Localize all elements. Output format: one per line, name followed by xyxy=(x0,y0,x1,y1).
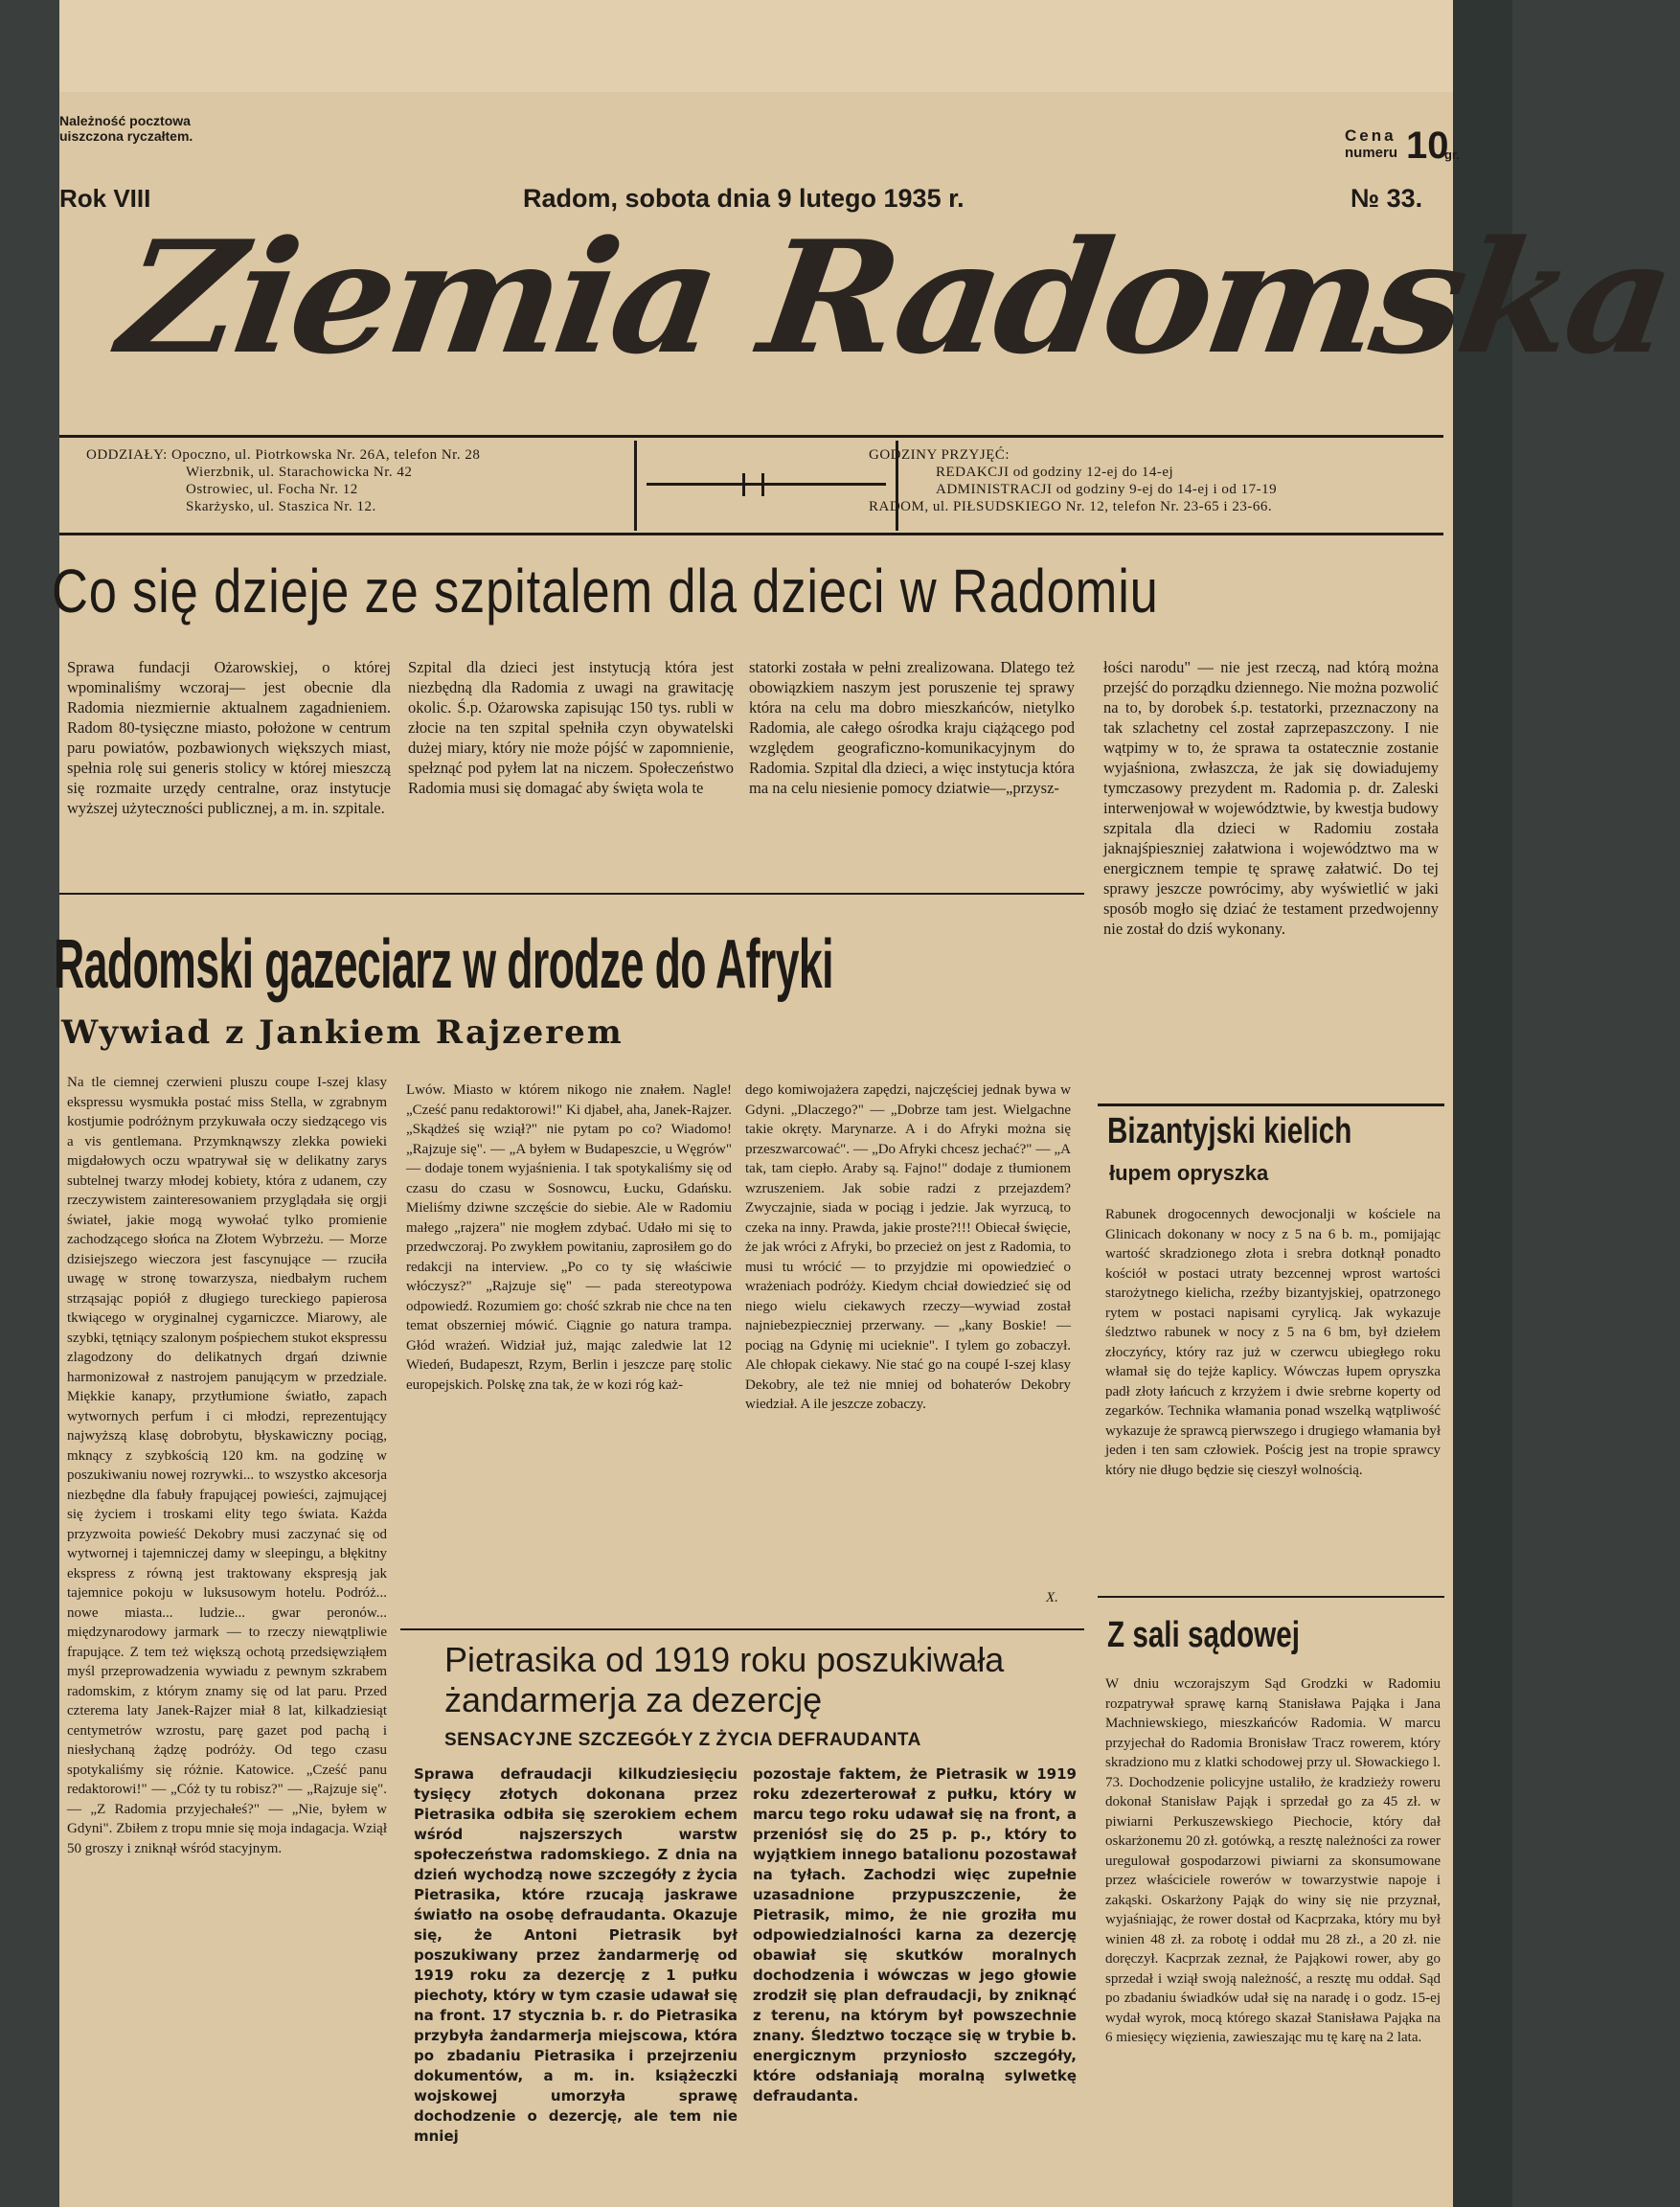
price-value: 10 xyxy=(1406,125,1449,167)
page-top-margin xyxy=(59,0,1512,92)
hours-line: RADOM, ul. PIŁSUDSKIEGO Nr. 12, telefon Nr. 23-65 i 23-66. xyxy=(869,499,1273,514)
newspaper-title: Ziemia Radomska xyxy=(110,207,1680,389)
dateline: Radom, sobota dnia 9 lutego 1935 r. xyxy=(523,184,965,213)
hours-line: ADMINISTRACJI od godziny 9-ej do 14-ej i od 17-19 xyxy=(936,482,1278,497)
article2-column-3: dego komiwojażera zapędzi, najczęściej jednak bywa w Gdyni. „Dlaczego?" — „Dobrze tam jest. Wielgachne takie okręty. Marynarze. A i do Afryki można się przeszwarcować". — „Do Afryki chcesz jechać?" — „A tak, tam ciepło. Araby są. Fajno!" dodaje z tłumionem wzruszeniem. Jak sobie radzi z przejazdem? Zwyczajnie, siada w pociąg i jedzie. Jak wyrzucą, to czeka na inny. Prawda, jakie proste?!!! Obiecał święcie, że jak wróci z Afryki, bo przecież on jest z Radomia, to musi tu wrócić — to przyjdzie mi opowiedzieć o wrażeniach podróży. Kiedym chciał dowiedzieć się od niego wielu ciekawych rzeczy—wywiad został najniebezpieczniej przerwany. — „kany Boskie! — pociąg na Gdynię mi ucieknie". I tylem go zobaczył. Ale chłopak ciekawy. Nie stać go na coupé I-szej klasy Dekobry, ale też nie mniej od bohaterów Dekobry wiedział. A ile jeszcze zobaczy. xyxy=(745,1082,1071,1412)
volume-number: Rok VIII xyxy=(59,184,151,213)
article2-signature: X. xyxy=(1046,1590,1058,1605)
article1-column-2: Szpital dla dzieci jest instytucją która jest niezbędną dla Radomia z uwagi na grawitację okolic. Ś.p. Ożarowska zapisując 150 tys. rubli w złocie na ten szpital spełniła czyn obywatelski dużej miary, który nie może pójść w zapomnienie, spełznąć pod pyłem lat na niczem. Społeczeństwo Radomia musi się domagać aby święta wola te xyxy=(408,658,734,797)
price-unit: gr. xyxy=(1444,148,1460,162)
article3-headline: Bizantyjski kielich xyxy=(1107,1111,1352,1151)
hours-line: GODZINY PRZYJĘĆ: xyxy=(869,447,1010,463)
article2-headline: Radomski gazeciarz w drodze do Afryki xyxy=(54,926,833,1003)
article3-body: Rabunek drogocennych dewocjonalji w kościele na Glinicach dokonany w nocy z 5 na 6 b. m., pomijając wartość skradzionego złota i srebra dotknął ponadto kościół w postaci utraty bezcennej wprost wartości starożytnego kielicha, rzeźby bizantyjskiej, opatrzonego rytem w postaci napisami cyrylicą. Jak wykazuje śledztwo rabunek w nocy z 5 na 6 bm, był dziełem złoczyńcy, który raz już w czerwcu ubiegłego roku włamał się do tejże kaplicy. Wówczas łupem opryszka padł złoty łańcuch z krzyżem i dwie srebrne koperty od zegarków. Technika włamania ponad wszelką wątpliwość wykazuje że sprawcą pierwszego i drugiego włamania był jeden i ten sam człowiek. Pościg jest na tropie sprawcy który nie długo będzie się cieszył wolnością. xyxy=(1105,1207,1441,1478)
postal-note xyxy=(59,113,251,144)
hours-info xyxy=(869,446,1443,515)
branch-line: Wierzbnik, ul. Starachowicka Nr. 42 xyxy=(186,465,413,480)
postal-note-line-1: Należność pocztowa xyxy=(59,113,191,128)
article3-top-rule xyxy=(1098,1104,1444,1106)
info-top-rule xyxy=(59,435,1443,438)
info-bottom-rule xyxy=(59,533,1443,535)
article1-headline: Co się dzieje ze szpitalem dla dzieci w Radomiu xyxy=(52,557,1159,626)
article4-headline-line-2: żandarmerja za dezercję xyxy=(444,1680,823,1719)
article3-bottom-rule xyxy=(1098,1596,1444,1598)
article1-column-3: statorki została w pełni zrealizowana. Dlatego też obowiązkiem naszym jest poruszenie tej sprawy która na celu ma dobro mieszkańców, nietylko Radomia, ale całego ośrodka kraju ciążącego pod względem geograficzno-komunikacyjnym do Radomia. Szpital dla dzieci, a więc instytucja która ma na celu niesienie pomocy dziatwie—„przysz- xyxy=(749,658,1075,797)
article1-column-1: Sprawa fundacji Ożarowskiej, o której wpominaliśmy wczoraj— jest obecnie dla Radomia niezmiernie aktualnem zagadnieniem. Radom 80-tysięczne miasto, położone w centrum paru powiatów, pozbawionych większych miast, spełnia rolę sui generis stolicy w której mieszczą się rozmaite urzędy centralne, oraz instytucje wyższej użyteczności publicznej, a m. in. szpitale. xyxy=(67,658,391,817)
divider-tick xyxy=(742,473,745,496)
article4-subhead: SENSACYJNE SZCZEGÓŁY Z ŻYCIA DEFRAUDANTA xyxy=(444,1730,921,1750)
branch-line: ODDZIAŁY: Opoczno, ul. Piotrkowska Nr. 26A, telefon Nr. 28 xyxy=(86,447,481,463)
hours-line: REDAKCJI od godziny 12-ej do 14-ej xyxy=(936,465,1174,480)
price-label-2: numeru xyxy=(1345,145,1398,161)
price-box xyxy=(1295,125,1460,184)
article2-bottom-rule xyxy=(400,1628,1084,1630)
newspaper-page xyxy=(52,92,1680,2207)
article2-column-1: Na tle ciemnej czerwieni pluszu coupe I-szej klasy ekspressu wysmukła postać miss Stella, w zgrabnym kostjumie podróżnym przykuwała oczy siedzącego vis a vis gentlemana. Przymknąwszy zlekka powieki migdałowych oczu wpatrywał się w delikatny zarys subtelnej twarzy młodej kobiety, która z udanem, czy rzeczywistem zainteresowaniem przyglądała się orgji świateł, jakie mogą wywołać tylko promienie zachodzącego słońca na Złotem Wybrzeżu. — Morze dzisiejszego wieczora jest fascynujące — rzuciła uwagę w stronę towarzysza, niedbałym ruchem strząsając popiół z długiego tureckiego papierosa tkwiącego w oryginalnej cygarniczce. Miarowy, ale szybki, tętniący szalonym pośpiechem stukot ekspressu zlagodzony do delikatnych drgań dziwnie harmonizował z nastrojem panującym w przedziale. Miękkie kanapy, przytłumione światło, zapach wytwornych perfum i ci młodzi, reprezentujący najwyższą klasę dobrobytu, błyskawiczny pociąg, mknący z szybkością 120 km. na godzinę w poszukiwaniu nowej rozrywki... to wszystko akcesorja niezbędne dla fabuły frapującej powieści, zajmującej się życiem i troskami elity tego świata. Każda przyzwoita powieść Dekobry musi zaczynać się od wytwornej i tajemniczej damy w sleepingu, a błękitny ekspress z równą jest traktowany ekspresją jak tajemnice pokoju w luksusowym hotelu. Podróż... nowe miasta... ludzie... gwar peronów... międzynarodowy jarmark — to rzeczy niewątpliwie frapujące. Z tem też większą ochotą przedsięwziąłem myśl przeprowadzenia wywiadu z pewnym szkrabem radomskim, z którym znamy się od lat paru. Przed czterema laty Janek-Rajzer miał 8 lat, kilkadziesiąt centymetrów wzrostu, parę gazet pod pachą i niesłychaną żądzę podróży. Od tego czasu spotykaliśmy się różnie. Katowice. „Cześć panu redaktorowi!" — „Cóż ty tu robisz?" — „Rajzuje się". — „Z Radomia przyjechałeś?" — „Nie, byłem w Gdyni". Zbiłem z tropu mnie się moja indagacja. Wziął 50 groszy i zniknął wśród stacyjnym. xyxy=(67,1075,387,1856)
article4-headline-line-1: Pietrasika od 1919 roku poszukiwała xyxy=(444,1640,1005,1679)
info-divider-box xyxy=(634,441,898,531)
article2-subhead: Wywiad z Jankiem Rajzerem xyxy=(61,1013,624,1052)
article4-column-1: Sprawa defraudacji kilkudziesięciu tysięcy złotych dokonana przez Pietrasika odbiła się szerokiem echem wśród najszerszych warstw społeczeństwa radomskiego. Z dnia na dzień wychodzą nowe szczegóły z życia Pietrasika, które rzucają jaskrawe światło na osobę defraudanta. Okazuje się, że Antoni Pietrasik był poszukiwany przez żandarmerję od 1919 roku za dezercję z 1 pułku piechoty, który w tym czasie udawał się na front. 17 stycznia b. r. do Pietrasika przybyła żandarmerja miejscowa, która po zbadaniu Pietrasika i przejrzeniu dokumentów, a m. in. książeczki wojskowej umorzyła sprawę dochodzenie o dezercję, ale tem nie mniej xyxy=(414,1765,738,2145)
article5-body: W dniu wczorajszym Sąd Grodzki w Radomiu rozpatrywał sprawę karną Stanisława Pająka i Jana Machniewskiego, mieszkańców Radomia. W marcu przyjechał do Radomia Bronisław Tracz rowerem, który skradziono mu z klatki schodowej przy ul. Słowackiego l. 73. Dochodzenie policyjne ustaliło, że kradzieży roweru dokonał Stanisław Pająk i sprzedał go za 45 zł. w piwiarni Perkuszewskiego Piechocie, który dał oskarżonemu 20 zł. gotówką, a resztę należności za rower uregulował gospodarzowi piwiarni za skonsumowane przez właściciele rowerów w towarzystwie napoje i zakąski. Oskarżony Pająk do winy się nie przyznał, wyjaśniając, że rower dostał od Kacprzaka, który mu był winien 48 zł. za robotę i oddał mu 28 zł., a 20 zł. nie doręczył. Kacprzak zeznał, że Pająkowi rower, aby go sprzedał i wziął swoją należność, a resztę mu oddał. Sąd po zbadaniu świadków udał się na naradę i o godz. 15-ej wydał wyrok, mocą którego skazał Stanisława Pająka na 6 miesięcy więzienia, zawieszając mu tę karę na 2 lata. xyxy=(1105,1676,1441,2045)
branches-info xyxy=(86,446,623,515)
article1-column-4: łości narodu" — nie jest rzeczą, nad którą można przejść do porządku dziennego. Nie można pozwolić na to, by dorobek ś.p. testatorki, przeznaczony na tak szlachetny cel został zaprzepaszczony. I nie wątpimy w to, że sprawa ta ostatecznie zostanie wyjaśniona, zwłaszcza, że jak się dowiadujemy tymczasowy prezydent m. Radomia p. dr. Zaleski interwenjował w województwie, by kwestja budowy szpitala dla dzieci w Radomiu została jaknajśpieszniej załatwiona i województwo ma w energicznem tempie tę sprawę załatwić. Do tej sprawy jeszcze powrócimy, aby wyświetlić w jaki sposób mogło się dziać że testament przedwojenny nie został do dziś wykonany. xyxy=(1103,658,1439,938)
branch-line: Skarżysko, ul. Staszica Nr. 12. xyxy=(186,499,376,514)
article1-bottom-rule xyxy=(59,893,1084,895)
price-label-1: Cena xyxy=(1345,126,1396,145)
article2-column-2: Lwów. Miasto w którem nikogo nie znałem. Nagle! „Cześć panu redaktorowi!" Ki djabeł, aha, Janek-Rajzer. „Skądżeś się wziął?" nie pytam po co? Wiadomo! „Rajzuje się". — „A byłem w Budapeszcie, u Węgrów" — dodaje tonem wyjaśnienia. I tak spotykaliśmy się od czasu do czasu w Sosnowcu, Łucku, Gdańsku. Mieliśmy dziwne szczęście do siebie. Ale w Radomiu małego „rajzera" nie mogłem zdybać. Udało mi się to przedwczoraj. Po zwykłem powitaniu, zaprosiłem go do redakcji na interview. „Po co ty się właściwie włóczysz?" „Rajzuje się" — pada stereotypowa odpowiedź. Rozumiem go: chość szkrab nie chce na ten temat obszerniej mówić. Ciągnie go natura trampa. Głód wrażeń. Widział już, mając zaledwie lat 12 Wiedeń, Budapeszt, Rzym, Berlin i jeszcze parę stolic europejskich. Polskę zna tak, że w kozi róg każ- xyxy=(406,1082,732,1393)
postal-note-line-2: uiszczona ryczałtem. xyxy=(59,128,193,144)
article3-subhead: łupem opryszka xyxy=(1109,1161,1269,1185)
divider-line xyxy=(647,483,886,486)
issue-number: № 33. xyxy=(1351,184,1423,213)
branch-line: Ostrowiec, ul. Focha Nr. 12 xyxy=(186,482,358,497)
article4-column-2: pozostaje faktem, że Pietrasik w 1919 roku zdezerterował z pułku, który w marcu tego roku udawał się na front, a przeniósł się do 25 p. p., który to wyjątkiem innego batalionu pozostawał na tyłach. Zachodzi więc zupełnie uzasadnione przypuszczenie, że Pietrasik, mimo, że nie groziła mu odpowiedzialności karna za dezercję obawiał się skutków moralnych dochodzenia i wówczas w jego głowie zrodził się plan defraudacji, by zniknąć z terenu, na którym był powszechnie znany. Śledztwo toczące się w trybie b. energicznym przyniosło szczegóły, które odsłaniają moralną sylwetkę defraudanta. xyxy=(753,1765,1077,2105)
divider-tick xyxy=(761,473,764,496)
article5-headline: Z sali sądowej xyxy=(1107,1615,1300,1655)
